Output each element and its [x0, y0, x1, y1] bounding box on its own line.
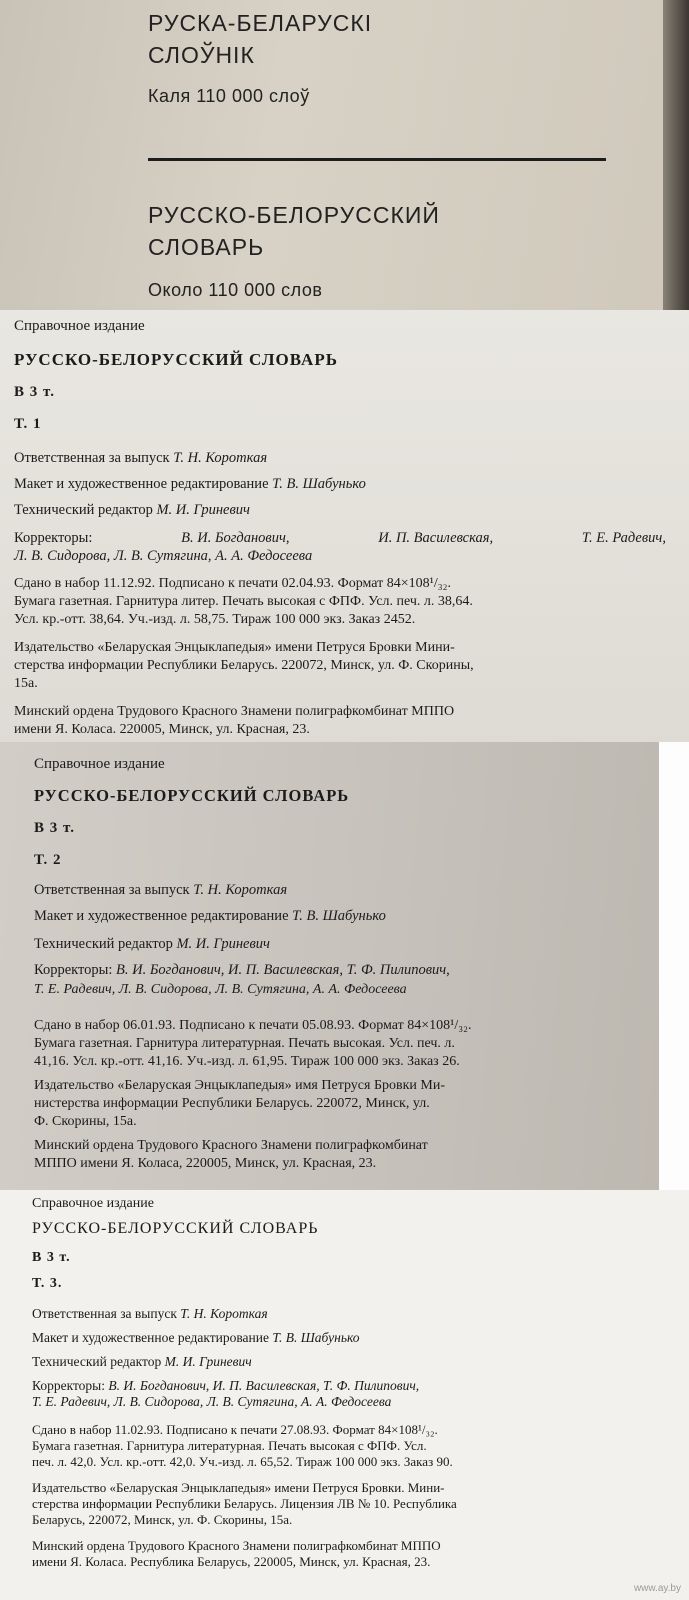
- publisher-2: нистерства информации Республики Беларусь. 220072, Минск, ул.: [34, 1096, 430, 1111]
- volume-number: Т. 1: [14, 416, 42, 432]
- tech-name: М. И. Гриневич: [176, 936, 270, 952]
- layout-label: Макет и художественное редактирование: [34, 908, 289, 924]
- printer-2: МППО имени Я. Коласа, 220005, Минск, ул. Красная, 23.: [34, 1156, 377, 1171]
- publisher-1: Издательство «Беларуская Энцыклапедыя» имя Петруся Бровки Ми-: [34, 1078, 445, 1093]
- publisher-3: 15а.: [14, 676, 38, 691]
- print-details-3: печ. л. 42,0. Усл. кр.-отт. 42,0. Уч.-изд. л. 65,52. Тираж 100 000 экз. Заказ 90.: [32, 1454, 453, 1469]
- layout-label: Макет и художественное редактирование: [32, 1330, 269, 1345]
- printer-2: имени Я. Коласа. Республика Беларусь, 220005, Минск, ул. Красная, 23.: [32, 1554, 431, 1569]
- layout-editor-line: [32, 1330, 360, 1346]
- printer-2: имени Я. Коласа. 220005, Минск, ул. Красная, 23.: [14, 722, 310, 737]
- imprint-volume-2: [0, 742, 689, 1190]
- responsible-name: Т. Н. Короткая: [173, 450, 268, 466]
- layout-label: Макет и художественное редактирование: [14, 476, 269, 492]
- proofreaders-line-1: [34, 962, 450, 979]
- printer-1: Минский ордена Трудового Красного Знамени полиграфкомбинат МППО: [14, 704, 455, 719]
- publisher-3: Беларусь, 220072, Минск, ул. Ф. Скорины, 15а.: [32, 1512, 293, 1527]
- responsible-name: Т. Н. Короткая: [193, 882, 288, 898]
- tech-name: М. И. Гриневич: [164, 1354, 252, 1369]
- edition-type: Справочное издание: [32, 1196, 154, 1211]
- proof-label: Корректоры:: [14, 530, 93, 546]
- responsible-label: Ответственная за выпуск: [34, 882, 190, 898]
- proofreaders-line-2: Т. Е. Радевич, Л. В. Сидорова, Л. В. Сутягина, А. А. Федосеева: [32, 1394, 392, 1409]
- tech-label: Технический редактор: [32, 1354, 162, 1369]
- layout-name: Т. В. Шабунько: [292, 908, 386, 924]
- print-details-1: Сдано в набор 11.02.93. Подписано к печати 27.08.93. Формат 84×108¹/₃₂.: [32, 1422, 438, 1437]
- proof-label: Корректоры:: [32, 1378, 105, 1393]
- ru-word-count: Около 110 000 слов: [148, 280, 323, 300]
- publisher-1: Издательство «Беларуская Энцыклапедыя» имени Петруся Бровки. Мини-: [32, 1480, 445, 1495]
- printer-1: Минский ордена Трудового Красного Знамени полиграфкомбинат МППО: [32, 1538, 441, 1553]
- be-title-line-1: РУСКА-БЕЛАРУСКІ: [148, 10, 373, 36]
- volume-number: Т. 3.: [32, 1276, 63, 1291]
- book-title: РУССКО-БЕЛОРУССКИЙ СЛОВАРЬ: [14, 350, 338, 369]
- print-details-1: Сдано в набор 11.12.92. Подписано к печати 02.04.93. Формат 84×108¹/₃₂.: [14, 576, 451, 591]
- edition-type: Справочное издание: [14, 318, 145, 334]
- be-title-line-2: СЛОЎНІК: [148, 42, 255, 68]
- print-details-3: 41,16. Усл. кр.-отт. 41,16. Уч.-изд. л. 61,95. Тираж 100 000 экз. Заказ 26.: [34, 1054, 460, 1069]
- book-title: РУССКО-БЕЛОРУССКИЙ СЛОВАРЬ: [32, 1220, 319, 1237]
- print-details-2: Бумага газетная. Гарнитура литературная. Печать высокая с ФПФ. Усл.: [32, 1438, 427, 1453]
- proofreaders-line-2: Т. Е. Радевич, Л. В. Сидорова, Л. В. Сутягина, А. А. Федосеева: [34, 982, 407, 997]
- layout-name: Т. В. Шабунько: [272, 476, 366, 492]
- layout-editor-line: [14, 476, 366, 493]
- print-details-3: Усл. кр.-отт. 38,64. Уч.-изд. л. 58,75. Тираж 100 000 экз. Заказ 2452.: [14, 612, 416, 627]
- responsible-line: [14, 450, 267, 467]
- volume-set: В 3 т.: [14, 384, 55, 400]
- volume-set: В 3 т.: [32, 1250, 71, 1265]
- proofreader: Т. Е. Радевич,: [581, 530, 666, 546]
- proofreader: В. И. Богданович,: [181, 530, 290, 546]
- ru-title-line-2: СЛОВАРЬ: [148, 234, 265, 260]
- layout-name: Т. В. Шабунько: [272, 1330, 360, 1345]
- imprint-volume-3: [0, 1190, 689, 1600]
- tech-label: Технический редактор: [34, 936, 173, 952]
- proofreaders: В. И. Богданович, И. П. Василевская, Т. Ф. Пилипович,: [116, 962, 450, 978]
- print-details-2: Бумага газетная. Гарнитура литературная. Печать высокая. Усл. печ. л.: [34, 1036, 455, 1051]
- site-watermark: www.ay.by: [633, 1583, 681, 1594]
- proofreader: И. П. Василевская,: [378, 530, 494, 546]
- volume-set: В 3 т.: [34, 820, 75, 836]
- book-title: РУССКО-БЕЛОРУССКИЙ СЛОВАРЬ: [34, 786, 350, 805]
- tech-name: М. И. Гриневич: [156, 502, 250, 518]
- publisher-1: Издательство «Беларуская Энцыклапедыя» имени Петруся Бровки Мини-: [14, 640, 455, 655]
- publisher-3: Ф. Скорины, 15а.: [34, 1114, 137, 1129]
- background-edge: [659, 742, 689, 1190]
- proofreaders-line-1: [32, 1378, 419, 1394]
- tech-editor-line: [34, 936, 270, 953]
- book-spine-edge: [663, 0, 689, 310]
- tech-editor-line: [32, 1354, 252, 1370]
- layout-editor-line: [34, 908, 386, 925]
- tech-label: Технический редактор: [14, 502, 153, 518]
- divider-rule: [148, 158, 606, 161]
- responsible-label: Ответственная за выпуск: [14, 450, 170, 466]
- tech-editor-line: [14, 502, 250, 519]
- title-page-photo: [0, 0, 689, 310]
- proofreaders-line-1: [14, 530, 666, 547]
- edition-type: Справочное издание: [34, 756, 165, 772]
- ru-title-line-1: РУССКО-БЕЛОРУССКИЙ: [148, 202, 440, 228]
- publisher-2: стерства информации Республики Беларусь. 220072, Минск, ул. Ф. Скорины,: [14, 658, 474, 673]
- proofreaders-line-2: Л. В. Сидорова, Л. В. Сутягина, А. А. Федосеева: [14, 548, 313, 564]
- proof-label: Корректоры:: [34, 962, 113, 978]
- print-details-2: Бумага газетная. Гарнитура литер. Печать высокая с ФПФ. Усл. печ. л. 38,64.: [14, 594, 473, 609]
- be-word-count: Каля 110 000 слоў: [148, 86, 310, 106]
- proofreaders: В. И. Богданович, И. П. Василевская, Т. Ф. Пилипович,: [108, 1378, 420, 1393]
- print-details-1: Сдано в набор 06.01.93. Подписано к печати 05.08.93. Формат 84×108¹/₃₂.: [34, 1018, 472, 1033]
- responsible-line: [32, 1306, 268, 1322]
- responsible-label: Ответственная за выпуск: [32, 1306, 177, 1321]
- responsible-line: [34, 882, 287, 899]
- publisher-2: стерства информации Республики Беларусь. Лицензия ЛВ № 10. Республика: [32, 1496, 457, 1511]
- responsible-name: Т. Н. Короткая: [180, 1306, 268, 1321]
- imprint-volume-1: [0, 310, 689, 742]
- printer-1: Минский ордена Трудового Красного Знамени полиграфкомбинат: [34, 1138, 428, 1153]
- volume-number: Т. 2: [34, 852, 62, 868]
